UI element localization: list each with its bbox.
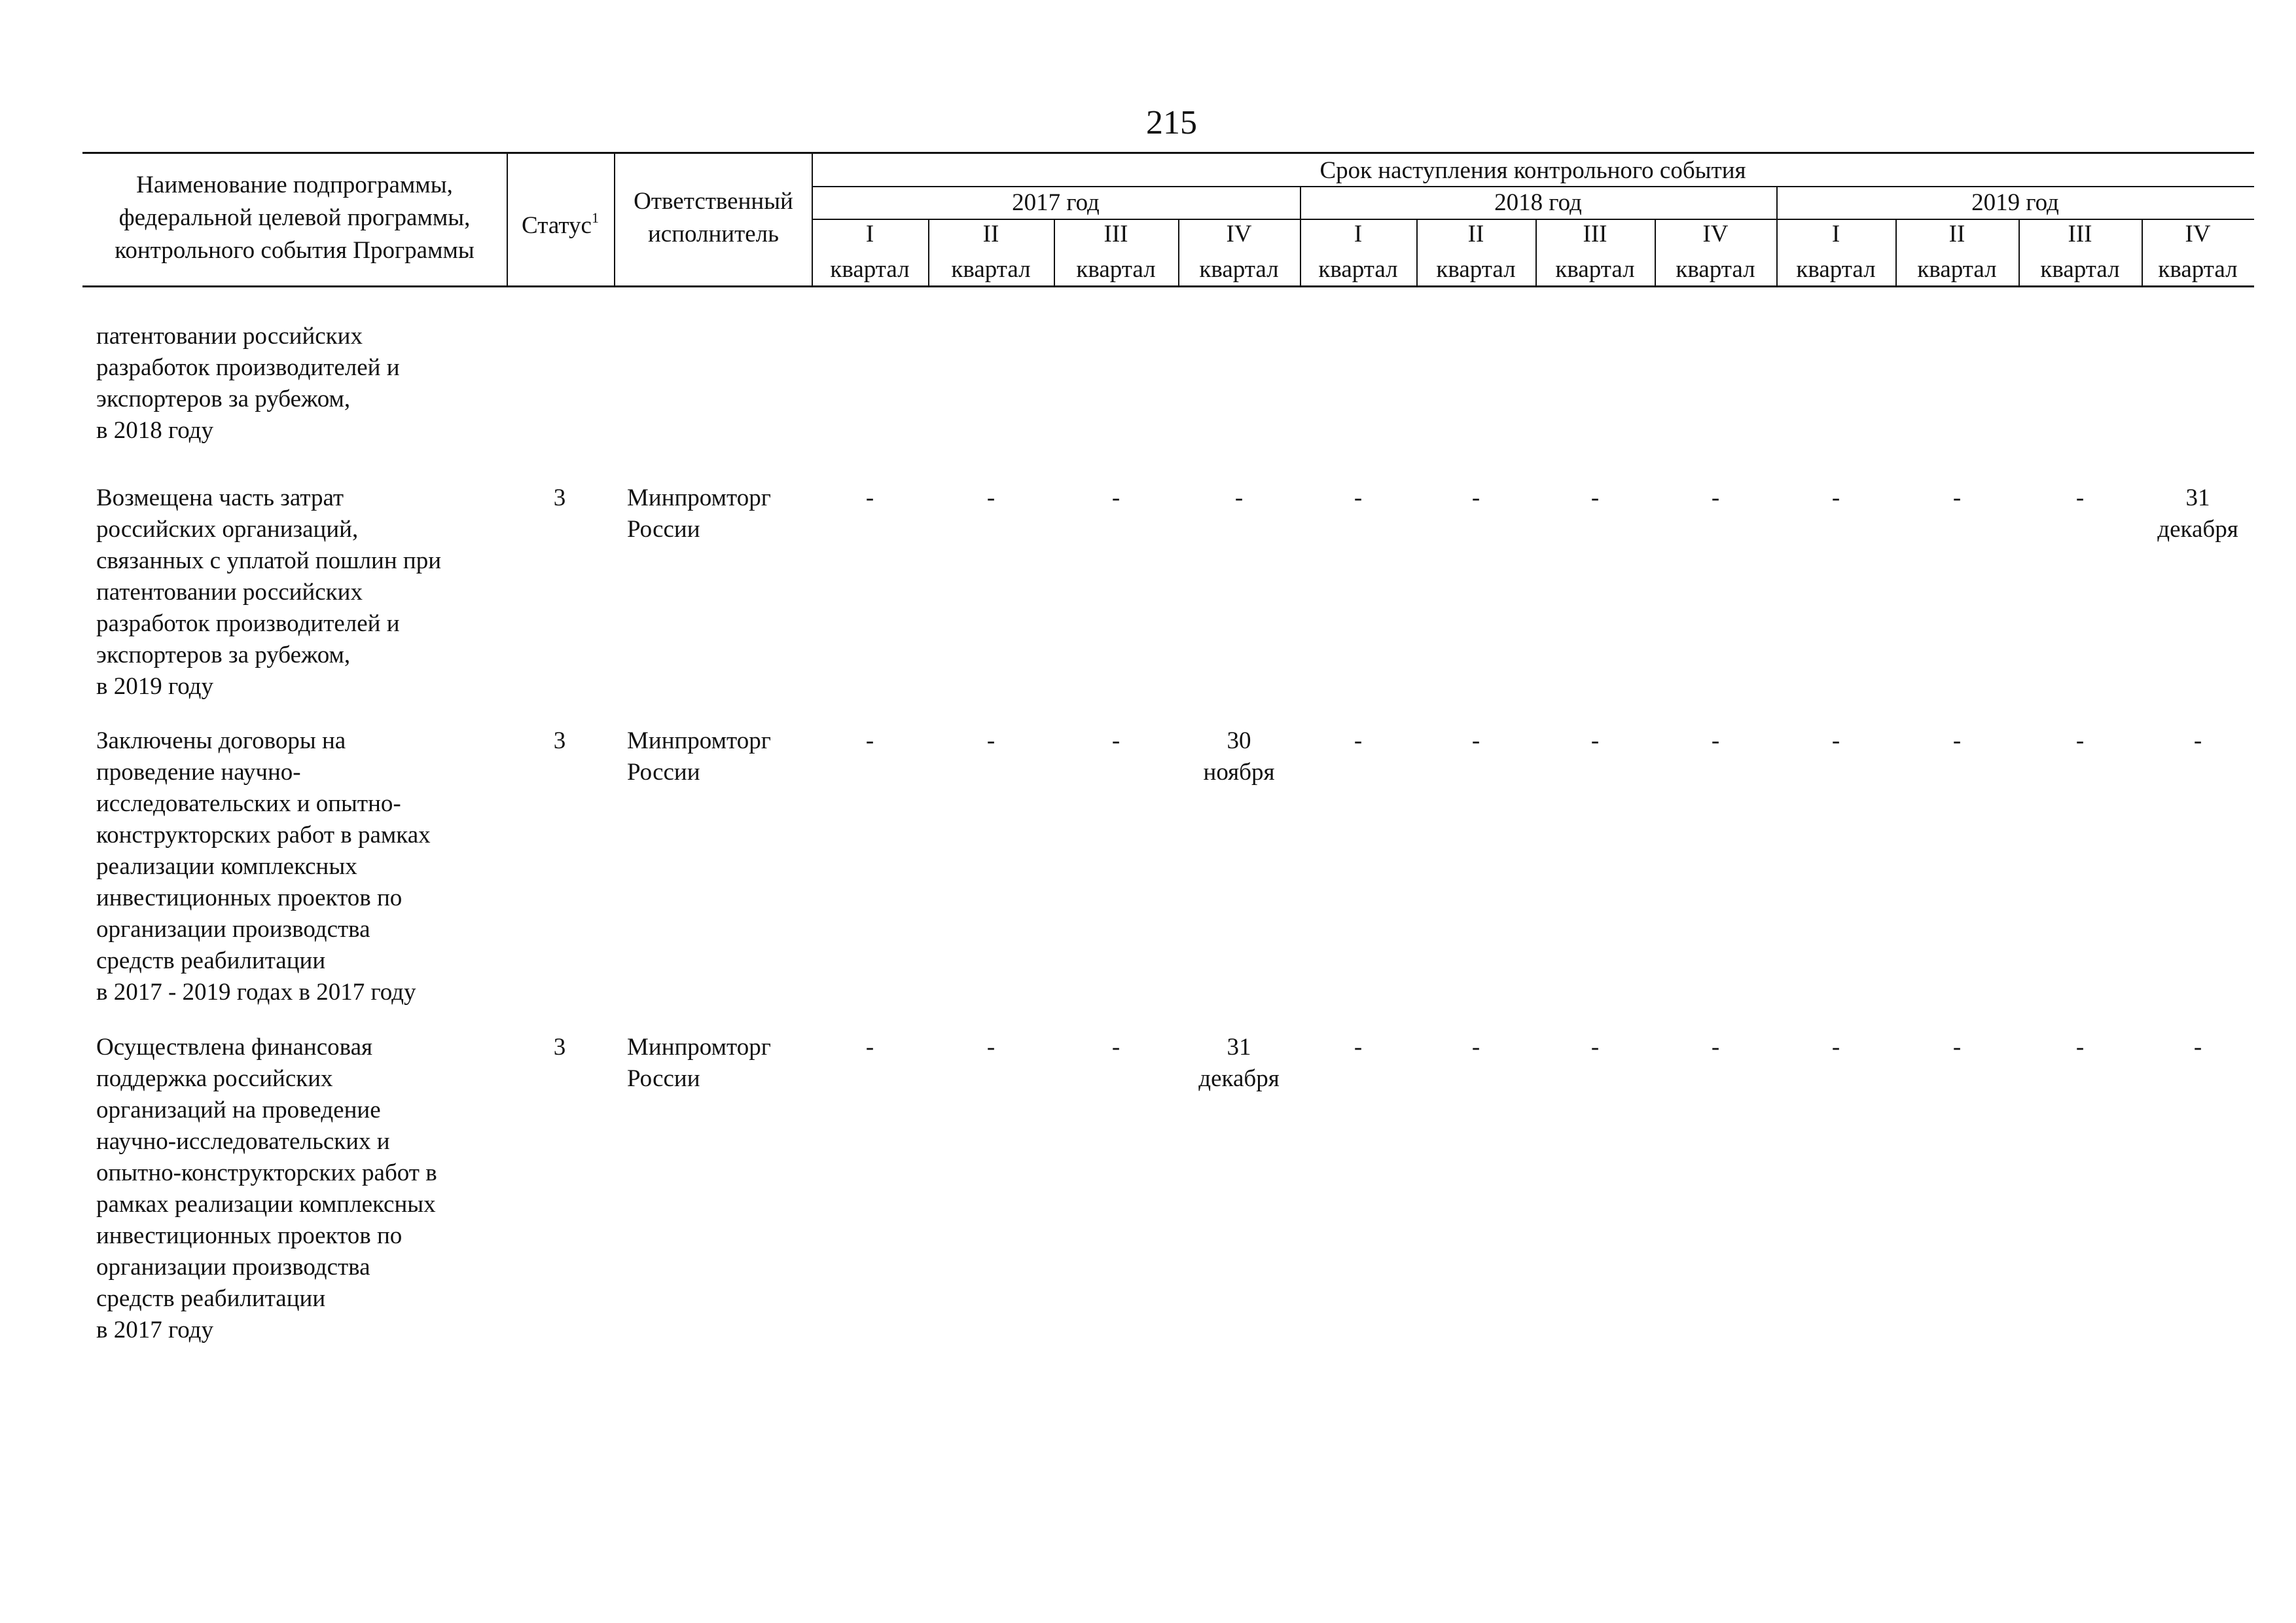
quarter-cell: - xyxy=(865,727,874,754)
quarter-cell: - xyxy=(1831,727,1840,754)
responsible-cell: Минпромторг России xyxy=(627,727,771,786)
status-cell: 3 xyxy=(553,484,566,511)
quarter-cell: - xyxy=(2193,1034,2202,1061)
quarter-cell: - xyxy=(1590,727,1600,754)
header-quarter-num: I xyxy=(865,221,874,247)
header-quarter-word: квартал xyxy=(2040,256,2120,283)
header-status-label: Статус xyxy=(522,212,592,239)
header-quarter-num: IV xyxy=(2185,221,2211,247)
quarter-cell: - xyxy=(1111,727,1121,754)
quarter-cell: - xyxy=(1111,484,1121,511)
quarter-cell: - xyxy=(1711,727,1720,754)
quarter-cell: - xyxy=(1952,1034,1962,1061)
quarter-cell: 31 декабря xyxy=(2157,484,2238,543)
quarter-cell: - xyxy=(986,727,996,754)
header-quarter-num: II xyxy=(1948,221,1965,247)
quarter-cell: - xyxy=(1831,1034,1840,1061)
header-quarter-num: III xyxy=(1103,221,1128,247)
header-year: 2017 год xyxy=(1012,189,1100,216)
header-top-rule xyxy=(82,152,2254,154)
quarter-cell: - xyxy=(1111,1034,1121,1061)
quarter-cell: - xyxy=(986,484,996,511)
header-quarter-word: квартал xyxy=(1917,256,1997,283)
quarter-cell: - xyxy=(1471,727,1480,754)
header-quarter-num: II xyxy=(982,221,999,247)
header-quarter-num: IV xyxy=(1702,221,1729,247)
header-year: 2019 год xyxy=(1971,189,2059,216)
header-resp-col: Ответственный исполнитель xyxy=(634,188,793,247)
header-quarter-word: квартал xyxy=(2158,256,2238,283)
status-footnote-mark: 1 xyxy=(591,210,599,226)
responsible-cell: Минпромторг России xyxy=(627,484,771,543)
header-year: 2018 год xyxy=(1494,189,1582,216)
event-name-cell: патентовании российских разработок производителей и экспортеров за рубежом, в 2018 году xyxy=(96,323,400,444)
quarter-cell: - xyxy=(1952,727,1962,754)
header-quarter-num: I xyxy=(1831,221,1840,247)
quarter-cell: - xyxy=(865,484,874,511)
quarter-cell: - xyxy=(986,1034,996,1061)
quarter-cell: - xyxy=(2075,1034,2085,1061)
quarter-cell: - xyxy=(1234,484,1244,511)
quarter-cell: - xyxy=(1952,484,1962,511)
responsible-cell: Минпромторг России xyxy=(627,1034,771,1092)
header-quarter-word: квартал xyxy=(830,256,910,283)
header-quarter-num: III xyxy=(2068,221,2092,247)
header-quarter-word: квартал xyxy=(1318,256,1398,283)
quarter-cell: - xyxy=(865,1034,874,1061)
quarter-cell: - xyxy=(2193,727,2202,754)
header-quarter-word: квартал xyxy=(1436,256,1516,283)
header-quarter-num: IV xyxy=(1226,221,1252,247)
quarter-cell: - xyxy=(1831,484,1840,511)
header-bottom-rule xyxy=(82,285,2254,287)
header-quarter-num: III xyxy=(1583,221,1607,247)
header-name-col: Наименование подпрограммы, федеральной целевой программы, контрольного события Программы xyxy=(115,172,475,264)
quarter-cell: - xyxy=(1590,484,1600,511)
header-quarter-word: квартал xyxy=(951,256,1031,283)
header-event-col: Срок наступления контрольного события xyxy=(1319,157,1746,184)
quarter-cell: - xyxy=(1590,1034,1600,1061)
event-name-cell: Возмещена часть затрат российских организаций, связанных с уплатой пошлин при патентовании российских разработок производителей и экспортеров за рубежом, в 2019 году xyxy=(96,484,442,700)
quarter-cell: - xyxy=(1471,484,1480,511)
quarter-cell: - xyxy=(2075,484,2085,511)
quarter-cell: - xyxy=(2075,727,2085,754)
status-cell: 3 xyxy=(553,727,566,754)
event-name-cell: Осуществлена финансовая поддержка российских организаций на проведение научно-исследовательских и опытно-конструкторских работ в рамках реализации комплексных инвестиционных проектов по организации производства средств реабилитации в 2017 году xyxy=(96,1034,437,1343)
header-quarter-word: квартал xyxy=(1676,256,1755,283)
header-quarter-num: II xyxy=(1467,221,1484,247)
quarter-cell: - xyxy=(1354,727,1363,754)
quarter-cell: - xyxy=(1354,484,1363,511)
status-cell: 3 xyxy=(553,1034,566,1061)
event-name-cell: Заключены договоры на проведение научно- исследовательских и опытно- конструкторских работ в рамках реализации комплексных инвестиционных проектов по организации производства средств реабилитации в 2017 - 2019 годах в 2017 году xyxy=(96,727,431,1006)
quarter-cell: 30 ноября xyxy=(1203,727,1275,786)
page-number: 215 xyxy=(1146,104,1197,141)
header-quarter-word: квартал xyxy=(1076,256,1156,283)
header-quarter-word: квартал xyxy=(1555,256,1635,283)
header-quarter-num: I xyxy=(1354,221,1363,247)
quarter-cell: - xyxy=(1354,1034,1363,1061)
quarter-cell: 31 декабря xyxy=(1198,1034,1280,1092)
header-quarter-word: квартал xyxy=(1796,256,1876,283)
quarter-cell: - xyxy=(1711,484,1720,511)
quarter-cell: - xyxy=(1471,1034,1480,1061)
header-status-col xyxy=(508,202,613,242)
quarter-cell: - xyxy=(1711,1034,1720,1061)
header-quarter-word: квартал xyxy=(1199,256,1279,283)
